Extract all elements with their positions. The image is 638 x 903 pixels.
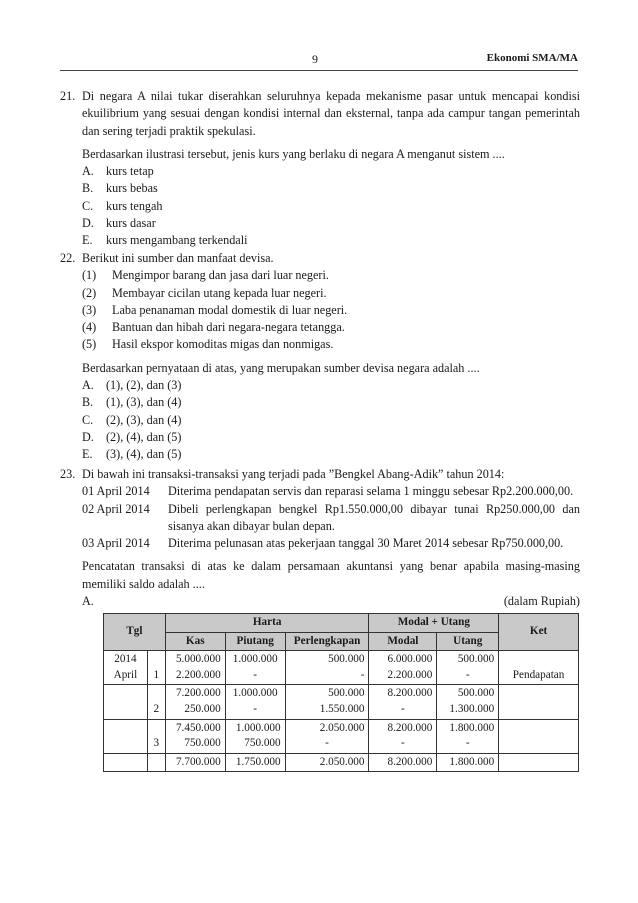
cell-perlengkapan: 500.000 - <box>285 651 369 685</box>
option-label: C. <box>82 198 94 213</box>
cell-month <box>104 719 148 753</box>
cell-modal: 6.000.000 2.200.000 <box>369 651 437 685</box>
question-number: 23. <box>60 467 76 481</box>
option-label: A. <box>82 594 94 609</box>
list-label: (3) <box>82 302 97 317</box>
question-23 <box>60 466 580 610</box>
option-text: kurs dasar <box>106 216 156 231</box>
cell-kas: 5.000.000 2.200.000 <box>165 651 225 685</box>
option-label: D. <box>82 429 94 444</box>
accounting-equation-table <box>103 613 579 772</box>
cell-kas-total: 7.700.000 <box>165 753 225 772</box>
list-label: (5) <box>82 337 97 352</box>
transaction-text: Diterima pelunasan atas pekerjaan tanggal 30 Maret 2014 sebesar Rp750.000,00. <box>168 536 564 551</box>
cell-piutang: 1.000.000 - <box>225 685 285 719</box>
option-d[interactable] <box>82 429 580 446</box>
list-item <box>82 302 580 319</box>
table-total-row <box>104 753 579 772</box>
header-tgl: Tgl <box>104 614 166 651</box>
question-22 <box>60 250 580 464</box>
table-row <box>104 719 579 753</box>
cell-modal: 8.200.000 - <box>369 685 437 719</box>
option-text: kurs tengah <box>106 198 163 213</box>
transaction-row <box>82 483 580 500</box>
transaction-row <box>82 501 580 536</box>
header-utang: Utang <box>437 632 499 651</box>
unit-note: (dalam Rupiah) <box>503 594 580 609</box>
transaction-date: 01 April 2014 <box>82 484 150 499</box>
option-text: kurs mengambang terkendali <box>106 233 248 248</box>
question-text: Di negara A nilai tukar diserahkan seluruhnya kepada mekanisme pasar untuk mencapai kondisi ekuilibrium yang sesuai dengan kondisi internal dan eksternal, tanpa ada campur tangan pemerintah dan sering terjadi praktik spekulasi. <box>82 89 580 138</box>
option-b[interactable] <box>82 394 580 411</box>
option-label: B. <box>82 395 94 410</box>
option-label: E. <box>82 447 93 462</box>
cell-day: 1 <box>147 651 165 685</box>
cell-modal: 8.200.000 - <box>369 719 437 753</box>
list-text: Membayar cicilan utang kepada luar negeri. <box>112 285 327 300</box>
option-c[interactable] <box>82 412 580 429</box>
option-text: (3), (4), dan (5) <box>106 447 182 462</box>
cell-ket <box>499 719 579 753</box>
question-prompt: Berdasarkan ilustrasi tersebut, jenis kurs yang berlaku di negara A menganut sistem .... <box>82 146 505 161</box>
cell-utang: 500.000 1.300.000 <box>437 685 499 719</box>
cell-day: 2 <box>147 685 165 719</box>
option-b[interactable] <box>82 180 580 197</box>
option-d[interactable] <box>82 215 580 232</box>
option-label: B. <box>82 181 94 196</box>
option-a[interactable] <box>82 593 580 610</box>
option-e[interactable] <box>82 232 580 249</box>
cell-utang: 1.800.000 - <box>437 719 499 753</box>
option-text: (1), (2), dan (3) <box>106 378 182 393</box>
option-label: D. <box>82 216 94 231</box>
list-item <box>82 285 580 302</box>
question-intro: Di bawah ini transaksi-transaksi yang terjadi pada ”Bengkel Abang-Adik” tahun 2014: <box>82 467 505 481</box>
question-prompt: Pencatatan transaksi di atas ke dalam persamaan akuntansi yang benar apabila masing-masing memiliki saldo adalah .... <box>82 559 580 591</box>
header-perlengkapan: Perlengkapan <box>285 632 369 651</box>
page-number: 9 <box>312 52 318 66</box>
list-item <box>82 267 580 284</box>
cell-kas: 7.200.000 250.000 <box>165 685 225 719</box>
question-number: 22. <box>60 251 76 265</box>
option-text: (1), (3), dan (4) <box>106 395 182 410</box>
transaction-text: Dibeli perlengkapan bengkel Rp1.550.000,00 dibayar tunai Rp250.000,00 dan sisanya akan dibayar bulan depan. <box>168 501 580 533</box>
list-label: (4) <box>82 320 97 335</box>
list-label: (1) <box>82 268 97 283</box>
header-title: Ekonomi SMA/MA <box>486 52 578 64</box>
option-text: kurs tetap <box>106 164 154 179</box>
cell-perlengkapan: 500.000 1.550.000 <box>285 685 369 719</box>
list-item <box>82 319 580 336</box>
option-text: (2), (3), dan (4) <box>106 412 182 427</box>
option-c[interactable] <box>82 198 580 215</box>
transaction-date: 03 April 2014 <box>82 536 150 551</box>
option-label: C. <box>82 412 94 427</box>
cell-day: 3 <box>147 719 165 753</box>
cell-perlengkapan: 2.050.000 - <box>285 719 369 753</box>
cell-utang: 500.000 - <box>437 651 499 685</box>
cell-day <box>147 753 165 772</box>
question-prompt: Berdasarkan pernyataan di atas, yang merupakan sumber devisa negara adalah .... <box>82 360 480 375</box>
question-number: 21. <box>60 89 76 103</box>
option-label: A. <box>82 378 94 393</box>
list-text: Mengimpor barang dan jasa dari luar negeri. <box>112 268 329 283</box>
cell-perlengkapan-total: 2.050.000 <box>285 753 369 772</box>
list-label: (2) <box>82 285 97 300</box>
cell-modal-total: 8.200.000 <box>369 753 437 772</box>
cell-month <box>104 685 148 719</box>
cell-month <box>104 753 148 772</box>
cell-piutang: 1.000.000 - <box>225 651 285 685</box>
cell-ket <box>499 753 579 772</box>
transaction-row <box>82 535 580 552</box>
question-intro: Berikut ini sumber dan manfaat devisa. <box>82 251 274 265</box>
option-label: A. <box>82 164 94 179</box>
cell-piutang: 1.000.000 750.000 <box>225 719 285 753</box>
header-modal: Modal <box>369 632 437 651</box>
cell-ket: Pendapatan <box>499 651 579 685</box>
option-e[interactable] <box>82 446 580 463</box>
transaction-text: Diterima pendapatan servis dan reparasi selama 1 minggu sebesar Rp2.200.000,00. <box>168 484 574 499</box>
option-a[interactable] <box>82 163 580 180</box>
cell-month: 2014 April <box>104 651 148 685</box>
list-text: Laba penanaman modal domestik di luar negeri. <box>112 302 348 317</box>
option-text: kurs bebas <box>106 181 158 196</box>
header-modal-utang: Modal + Utang <box>369 614 499 633</box>
cell-utang-total: 1.800.000 <box>437 753 499 772</box>
option-text: (2), (4), dan (5) <box>106 429 182 444</box>
header-piutang: Piutang <box>225 632 285 651</box>
question-21 <box>60 88 580 250</box>
list-text: Bantuan dan hibah dari negara-negara tetangga. <box>112 320 345 335</box>
header-ket: Ket <box>499 614 579 651</box>
cell-kas: 7.450.000 750.000 <box>165 719 225 753</box>
cell-piutang-total: 1.750.000 <box>225 753 285 772</box>
cell-ket <box>499 685 579 719</box>
table-row <box>104 685 579 719</box>
transaction-date: 02 April 2014 <box>82 501 150 516</box>
header-divider <box>60 70 578 71</box>
list-item <box>82 336 580 353</box>
option-label: E. <box>82 233 93 248</box>
table-row <box>104 651 579 685</box>
header-kas: Kas <box>165 632 225 651</box>
list-text: Hasil ekspor komoditas migas dan nonmigas. <box>112 337 334 352</box>
option-a[interactable] <box>82 377 580 394</box>
header-harta: Harta <box>165 614 369 633</box>
